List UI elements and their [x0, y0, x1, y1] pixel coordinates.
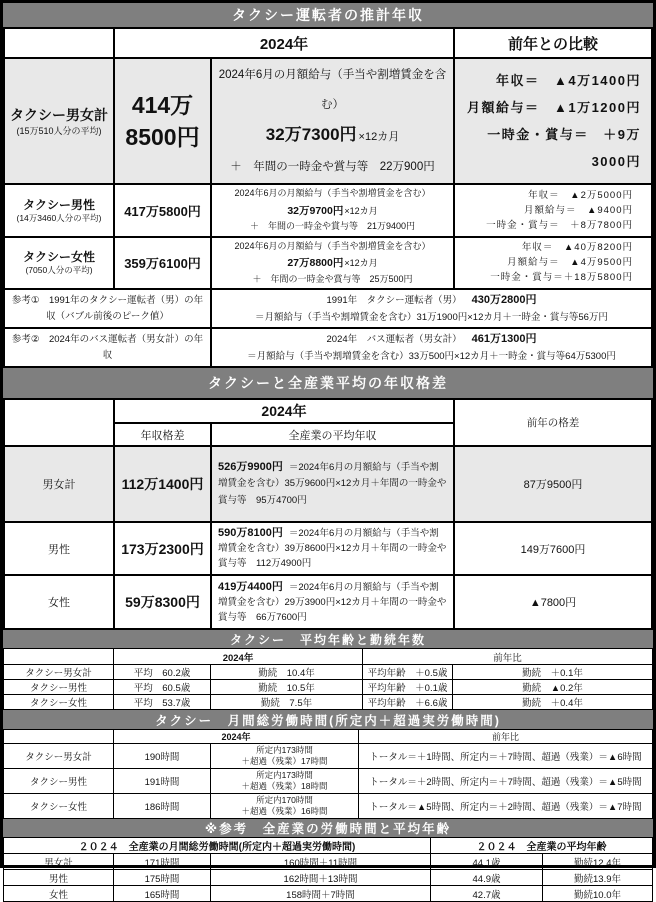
t2-blank-header-cell [4, 399, 114, 446]
taxi-income-table [3, 27, 653, 368]
t3-blank-header-cell [4, 649, 114, 665]
income-formula-cell [211, 237, 454, 290]
prev-gap-value: 87万9500円 [454, 446, 652, 522]
t5-hours-header: ２０２４ 全産業の月間総労働時間(所定内＋超過実労働時間) [4, 838, 431, 854]
total-hours: 165時間 [114, 886, 211, 902]
row-label: 男性 [4, 870, 114, 886]
total-hours: 175時間 [114, 870, 211, 886]
monthly-wage-value: 32万9700円 [287, 204, 344, 217]
gap-value: 112万1400円 [114, 446, 211, 522]
t1-ref1-row [4, 289, 652, 328]
t3-row-female [4, 695, 653, 710]
overtime-hours: ＋超過（残業）18時間 [241, 781, 328, 791]
row-label: タクシー女性 [4, 695, 114, 710]
formula-line3: ＋ 年間の一時金や賞与等 22万900円 [230, 161, 435, 173]
monthly-wage-value: 27万8800円 [287, 257, 344, 269]
allindustry-value: 526万9900円 [218, 460, 283, 473]
annual-income-cell: 359万6100円 [114, 237, 211, 290]
prev-gap-value: 149万7600円 [454, 522, 652, 575]
t5-row-total [4, 854, 653, 870]
monthly-wage-value: 32万7300円 [265, 125, 357, 144]
avg-age: 平均 60.2歳 [114, 665, 211, 680]
t1-row-female [4, 237, 652, 290]
formula-line1: 2024年6月の月額給与（手当や割増賃金を含む） [234, 240, 431, 251]
t1-blank-header-cell [4, 28, 114, 58]
hours-breakdown [211, 794, 359, 819]
t2-prev-gap-header: 前年の格差 [454, 399, 652, 446]
section3-title-bar [3, 630, 653, 648]
avg-age: 44.9歳 [431, 870, 543, 886]
row-label-sub: (15万510人分の平均) [16, 125, 102, 136]
gap-value: 173万2300円 [114, 522, 211, 575]
annual-income-cell [114, 58, 211, 184]
row-label-cell [4, 184, 114, 237]
tenure: 勤続 10.5年 [211, 680, 363, 695]
avg-age: 44.1歳 [431, 854, 543, 870]
comp-annual: 年収＝ ▲40万8200円 [521, 242, 633, 254]
t3-row-total [4, 665, 653, 680]
formula-line3: ＋ 年間の一時金や賞与等 21万9400円 [249, 221, 416, 231]
t3-year-header: 2024年 [114, 649, 363, 665]
allindustry-cell [211, 575, 454, 629]
prev-comparison: トータル＝＋1時間、所定内＝＋7時間、超過（残業）＝▲6時間 [359, 744, 653, 769]
row-label: 女性 [4, 575, 114, 629]
overtime-hours: ＋超過（残業）16時間 [241, 806, 328, 816]
row-label: タクシー男女計 [10, 106, 108, 123]
prev-year-comparison-cell [454, 58, 652, 184]
t4-row-male [4, 769, 653, 794]
ref2-body [211, 328, 652, 367]
hours-breakdown: 162時間＋13時間 [211, 870, 431, 886]
row-label-cell [4, 237, 114, 290]
row-label: 男女計 [4, 446, 114, 522]
avg-age-diff: 平均年齢 ＋0.5歳 [363, 665, 453, 680]
ref1-formula: ＝月額給与（手当や割増賃金を含む）31万1900円×12カ月＋一時金・賞与等56万円 [255, 311, 608, 323]
income-formula-cell [211, 184, 454, 237]
hours-breakdown: 160時間＋11時間 [211, 854, 431, 870]
formula-line2 [214, 202, 451, 220]
t5-row-female [4, 886, 653, 902]
t3-row-male [4, 680, 653, 695]
prev-year-comparison-cell [454, 237, 652, 290]
t2-row-total [4, 446, 652, 522]
total-hours: 190時間 [114, 744, 211, 769]
t5-header-row [4, 838, 653, 854]
ref1-head-value: 430万2800円 [471, 293, 537, 306]
ref1-label: 参考① 1991年のタクシー運転者（男）の年収（バブル前後のピーク値） [4, 289, 211, 328]
months-multiplier: ×12カ月 [358, 131, 400, 143]
t2-year-header: 2024年 [114, 399, 454, 423]
ref2-formula: ＝月額給与（手当や割増賃金を含む）33万500円×12カ月＋一時金・賞与等64万5300円 [247, 350, 616, 362]
t4-prev-header: 前年比 [359, 730, 653, 744]
t1-header-row [4, 28, 652, 58]
allindustry-value: 419万4400円 [218, 580, 283, 593]
row-label: タクシー男女計 [4, 665, 114, 680]
t3-header-row [4, 649, 653, 665]
age-tenure-table [3, 648, 653, 710]
section4-title-bar [3, 710, 653, 729]
t1-ref2-row [4, 328, 652, 367]
comp-annual: 年収＝ ▲4万1400円 [495, 73, 641, 88]
allindustry-cell [211, 446, 454, 522]
overtime-hours: ＋超過（残業）17時間 [241, 756, 328, 766]
avg-age-diff: 平均年齢 ＋0.1歳 [363, 680, 453, 695]
avg-age-diff: 平均年齢 ＋6.6歳 [363, 695, 453, 710]
income-gap-table [3, 398, 653, 630]
prev-comparison: トータル＝＋2時間、所定内＝＋7時間、超過（残業）＝▲5時間 [359, 769, 653, 794]
comp-bonus: 一時金・賞与＝＋18万5800円 [490, 272, 633, 284]
tenure-diff: 勤続 ＋0.4年 [453, 695, 653, 710]
t4-header-row [4, 730, 653, 744]
formula-line2 [214, 120, 451, 152]
t1-prev-header: 前年との比較 [454, 28, 652, 58]
ref2-head-value: 461万1300円 [471, 332, 537, 345]
t4-blank-header-cell [4, 730, 114, 744]
tenure-diff: 勤続 ＋0.1年 [453, 665, 653, 680]
all-industry-table [3, 837, 653, 902]
row-label: 女性 [4, 886, 114, 902]
t1-row-male [4, 184, 652, 237]
comp-bonus: 一時金・賞与＝ ＋9万3000円 [487, 127, 641, 169]
avg-age: 平均 60.5歳 [114, 680, 211, 695]
row-label: 男女計 [4, 854, 114, 870]
allindustry-value: 590万8100円 [218, 527, 283, 539]
section3-title: タクシー 平均年齢と勤続年数 [229, 632, 426, 647]
months-multiplier: ×12カ月 [344, 205, 378, 216]
tenure-diff: 勤続 ▲0.2年 [453, 680, 653, 695]
t5-row-male [4, 870, 653, 886]
row-label-sub: (14万3460人分の平均) [16, 212, 102, 223]
t2-row-female [4, 575, 652, 629]
gap-value: 59万8300円 [114, 575, 211, 629]
t2-row-male [4, 522, 652, 575]
section5-title: ※参考 全産業の労働時間と平均年齢 [204, 822, 452, 836]
row-label-sub: (7050人分の平均) [25, 265, 93, 276]
allindustry-cell [211, 522, 454, 575]
t2-gap-header: 年収格差 [114, 423, 211, 446]
total-hours: 191時間 [114, 769, 211, 794]
months-multiplier: ×12カ月 [344, 258, 378, 268]
t3-prev-header: 前年比 [363, 649, 653, 665]
ref2-label: 参考② 2024年のバス運転者（男女計）の年収 [4, 328, 211, 367]
section1-title-bar [3, 3, 653, 27]
avg-age: 平均 53.7歳 [114, 695, 211, 710]
section4-title: タクシー 月間総労働時間(所定内＋超過実労働時間) [155, 713, 501, 728]
ref1-body [211, 289, 652, 328]
ref2-headline [214, 331, 649, 348]
ref1-head-text: 1991年 タクシー運転者（男） [326, 294, 462, 306]
section2-title: タクシーと全産業平均の年収格差 [208, 375, 448, 391]
row-label-cell [4, 58, 114, 184]
scheduled-hours: 所定内173時間 [256, 770, 313, 780]
row-label: タクシー男女計 [4, 744, 114, 769]
t4-row-total [4, 744, 653, 769]
annual-income-line1: 414万 [131, 92, 194, 118]
row-label: タクシー男性 [4, 769, 114, 794]
t1-year-header: 2024年 [114, 28, 454, 58]
hours-breakdown: 158時間＋7時間 [211, 886, 431, 902]
section1-title: タクシー運転者の推計年収 [232, 7, 424, 23]
working-hours-table [3, 729, 653, 819]
comp-bonus: 一時金・賞与＝ ＋8万7800円 [486, 219, 633, 231]
allindustry-formula: ＝2024年6月の月額給与（手当や割増賃金を含む）29万3900円×12カ月＋年間の一時金や賞与等 66万7600円 [218, 581, 447, 623]
comp-monthly: 月額給与＝ ▲1万1200円 [466, 100, 641, 115]
scheduled-hours: 所定内170時間 [256, 795, 313, 805]
t1-row-total [4, 58, 652, 184]
section2-title-bar [3, 368, 653, 398]
avg-age: 42.7歳 [431, 886, 543, 902]
scheduled-hours: 所定内173時間 [256, 745, 313, 755]
t2-allindustry-header: 全産業の平均年収 [211, 423, 454, 446]
allindustry-formula: ＝2024年6月の月額給与（手当や割増賃金を含む）39万8600円×12カ月＋年間の一時金や賞与等 112万4900円 [218, 528, 447, 569]
tenure: 勤続 10.4年 [211, 665, 363, 680]
t4-year-header: 2024年 [114, 730, 359, 744]
formula-line2 [214, 254, 451, 272]
comp-annual: 年収＝ ▲2万5000円 [528, 189, 633, 201]
formula-line1: 2024年6月の月額給与（手当や割増賃金を含む） [234, 188, 431, 198]
t4-row-female [4, 794, 653, 819]
formula-line1: 2024年6月の月額給与（手当や割増賃金を含む） [218, 69, 447, 111]
allindustry-formula: ＝2024年6月の月額給与（手当や割増賃金を含む）35万9600円×12カ月＋年間の一時金や賞与等 95万4700円 [218, 461, 447, 506]
row-label: タクシー男性 [4, 680, 114, 695]
comp-monthly: 月額給与＝ ▲9400円 [523, 204, 633, 216]
income-formula-cell [211, 58, 454, 184]
annual-income-cell: 417万5800円 [114, 184, 211, 237]
tenure: 勤続12.4年 [543, 854, 653, 870]
hours-breakdown [211, 744, 359, 769]
prev-comparison: トータル＝▲5時間、所定内＝＋2時間、超過（残業）＝▲7時間 [359, 794, 653, 819]
prev-gap-value: ▲7800円 [454, 575, 652, 629]
tenure: 勤続13.9年 [543, 870, 653, 886]
hours-breakdown [211, 769, 359, 794]
total-hours: 171時間 [114, 854, 211, 870]
prev-year-comparison-cell [454, 184, 652, 237]
row-label: タクシー女性 [22, 250, 95, 265]
row-label: 男性 [4, 522, 114, 575]
total-hours: 186時間 [114, 794, 211, 819]
tenure: 勤続 7.5年 [211, 695, 363, 710]
tenure: 勤続10.0年 [543, 886, 653, 902]
annual-income-line2: 8500円 [125, 124, 200, 150]
ref1-headline [214, 292, 649, 309]
formula-line3: ＋ 年間の一時金や賞与等 25万500円 [252, 273, 413, 284]
section5-title-bar [3, 819, 653, 837]
row-label: タクシー女性 [4, 794, 114, 819]
ref2-head-text: 2024年 バス運転者（男女計） [326, 333, 462, 345]
comp-monthly: 月額給与＝ ▲4万9500円 [507, 257, 633, 269]
row-label: タクシー男性 [22, 197, 95, 212]
t5-age-header: ２０２４ 全産業の平均年齢 [431, 838, 653, 854]
t2-header-row1 [4, 399, 652, 423]
